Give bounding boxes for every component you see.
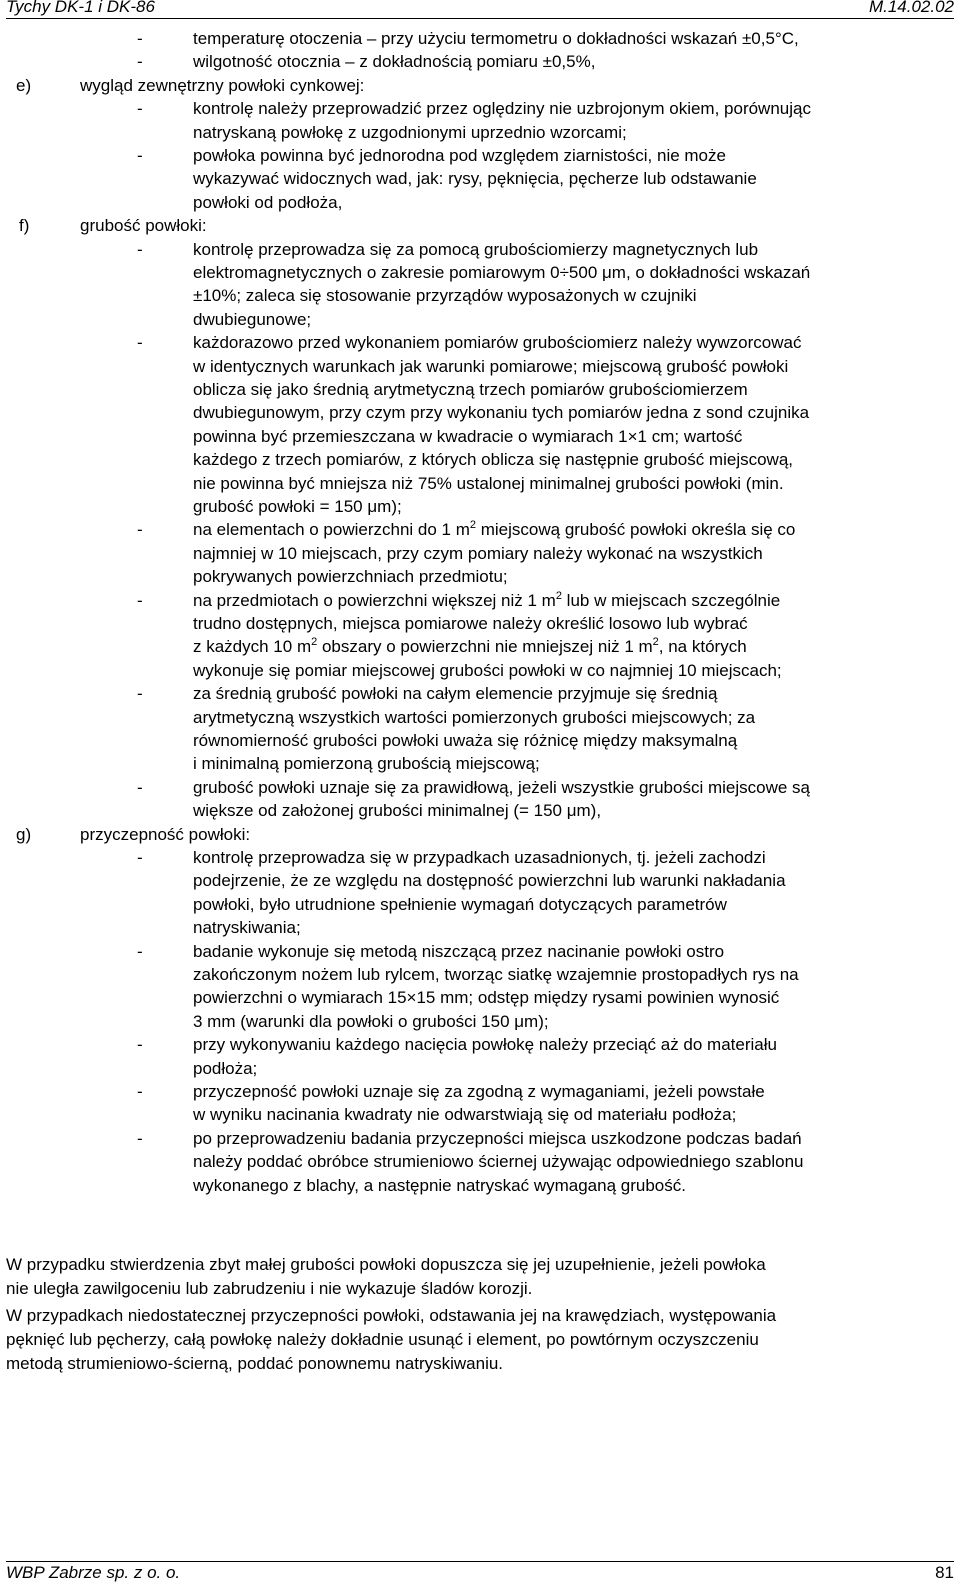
text-line: przy wykonywaniu każdego nacięcia powłokę należy przeciąć aż do materiału: [193, 1035, 777, 1055]
text-line: kontrolę przeprowadza się w przypadkach uzasadnionych, tj. jeżeli zachodzi: [193, 848, 766, 867]
list-bullet: -: [137, 520, 143, 540]
list-bullet: -: [137, 1128, 143, 1148]
list-bullet: -: [137, 777, 143, 797]
text-line: po przeprowadzeniu badania przyczepności miejsca uszkodzone podczas badań: [193, 1128, 802, 1148]
list-bullet: -: [137, 590, 143, 610]
text-line: w identycznych warunkach jak warunki pomiarowe; miejscową grubość powłoki: [193, 356, 789, 376]
text-line: podłoża;: [193, 1058, 258, 1078]
list-bullet: -: [137, 239, 143, 259]
text-line: na przedmiotach o powierzchni większej niż 1 $m^2$ lub w miejscach szczególnie: [193, 589, 781, 610]
text-line: powłoki, było utrudnione spełnienie wymagań dotyczących parametrów: [193, 894, 727, 914]
list-bullet: -: [137, 941, 143, 961]
text-line: dwubiegunowym, przy czym przy wykonaniu tych pomiarów jedna z sond czujnika: [193, 403, 810, 423]
list-bullet: -: [137, 1035, 143, 1055]
text-line: grubość powłoki:: [80, 216, 207, 236]
paragraph-line: W przypadku stwierdzenia zbyt małej grubości powłoki dopuszcza się jej uzupełnienie, jeżeli powłoka: [6, 1255, 766, 1274]
text-line: grubość powłoki = 150 μm);: [193, 497, 402, 516]
text-line: i minimalną pomierzoną grubością miejscową;: [193, 754, 540, 774]
list-bullet: -: [137, 146, 143, 165]
text-line: 3 mm (warunki dla powłoki o grubości 150 μm);: [193, 1011, 549, 1031]
text-line: zakończonym nożem lub rylcem, tworząc siatkę wzajemnie prostopadłych rys na: [193, 965, 799, 984]
text-line: należy poddać obróbce strumieniowo ściernej używając odpowiedniego szablonu: [193, 1152, 804, 1172]
text-line: ±10%; zaleca się stosowanie przyrządów wyposażonych w czujniki: [193, 286, 697, 306]
text-line: przyczepność powłoki:: [80, 824, 251, 844]
text-line: kontrolę należy przeprowadzić przez oględziny nie uzbrojonym okiem, porównując: [193, 99, 811, 119]
section-marker: g): [16, 824, 32, 844]
paragraph-line: W przypadkach niedostatecznej przyczepności powłoki, odstawania jej na krawędziach, występowania: [6, 1306, 777, 1325]
text-line: natryskaną powłokę z uzgodnionymi uprzednio wzorcami;: [193, 122, 627, 142]
list-bullet: -: [137, 99, 143, 119]
text-line: oblicza się jako średnią arytmetyczną trzech pomiarów grubościomierzem: [193, 380, 748, 399]
list-bullet: -: [137, 684, 143, 704]
text-line: wykonanego z blachy, a następnie natryskać wymaganą grubość.: [193, 1175, 686, 1195]
list-bullet: -: [137, 848, 143, 867]
text-line: arytmetyczną wszystkich wartości pomierzonych grubości miejscowych; za: [193, 707, 756, 727]
text-line: w wyniku nacinania kwadraty nie odwarstwiają się od materiału podłoża;: [193, 1105, 737, 1125]
list-bullet: -: [137, 52, 143, 72]
footer-company: WBP Zabrze sp. z o. o.: [6, 1563, 181, 1582]
list-bullet: -: [137, 29, 143, 48]
page-number: 81: [935, 1563, 954, 1582]
text-line: wygląd zewnętrzny powłoki cynkowej:: [80, 75, 365, 95]
text-line: z każdych 10 $m^2$ obszary o powierzchni nie mniejszej niż 1 $m^2$, na których: [193, 636, 747, 657]
text-line: natryskiwania;: [193, 918, 301, 938]
list-bullet: -: [137, 333, 143, 353]
section-marker: f): [19, 216, 30, 236]
text-line: na elementach o powierzchni do 1 $m^2$ miejscową grubość powłoki określa się co: [193, 519, 796, 540]
text-line: dwubiegunowe;: [193, 309, 312, 329]
text-line: badanie wykonuje się metodą niszczącą przez nacinanie powłoki ostro: [193, 941, 725, 961]
text-line: powłoki od podłoża,: [193, 192, 343, 212]
text-line: kontrolę przeprowadza się za pomocą grubościomierzy magnetycznych lub: [193, 239, 759, 259]
header-code: M.14.02.02: [868, 0, 954, 16]
text-line: pokrywanych powierzchniach przedmiotu;: [193, 567, 508, 587]
list-bullet: -: [137, 1082, 143, 1101]
paragraph-line: metodą strumieniowo-ścierną, poddać ponownemu natryskiwaniu.: [6, 1354, 504, 1373]
text-line: nie powinna być mniejsza niż 75% ustalonej minimalnej grubości powłoki (min.: [193, 473, 784, 493]
section-marker: e): [16, 75, 32, 95]
text-line: powinna być przemieszczana w kwadracie o wymiarach 1×1 cm; wartość: [193, 426, 743, 446]
text-line: najmniej w 10 miejscach, przy czym pomiary należy wykonać na wszystkich: [193, 543, 763, 563]
text-line: wykonuje się pomiar miejscowej grubości powłoki w co najmniej 10 miejscach;: [193, 660, 782, 680]
text-line: większe od założonej grubości minimalnej (= 150 μm),: [193, 801, 602, 821]
text-line: za średnią grubość powłoki na całym elemencie przyjmuje się średnią: [193, 684, 718, 704]
paragraph-line: pęknięć lub pęcherzy, całą powłokę należy dokładnie usunąć i element, po powtórnym oczyszczeniu: [6, 1330, 759, 1349]
paragraph-line: nie uległa zawilgoceniu lub zabrudzeniu i nie wykazuje śladów korozji.: [6, 1279, 533, 1298]
text-line: grubość powłoki uznaje się za prawidłową, jeżeli wszystkie grubości miejscowe są: [193, 777, 810, 797]
header-title: Tychy DK-1 i DK-86: [6, 0, 155, 16]
text-line: temperaturę otoczenia – przy użyciu termometru o dokładności wskazań ±0,5°C,: [193, 29, 799, 48]
text-line: równomierność grubości powłoki uważa się różnicę między maksymalną: [193, 731, 738, 750]
text-line: każdorazowo przed wykonaniem pomiarów grubościomierz należy wywzorcować: [193, 333, 802, 353]
text-line: każdego z trzech pomiarów, z których oblicza się następnie grubość miejscową,: [193, 450, 794, 470]
text-line: powłoka powinna być jednorodna pod względem ziarnistości, nie może: [193, 146, 726, 165]
text-line: elektromagnetycznych o zakresie pomiarowym 0÷500 μm, o dokładności wskazań: [193, 263, 811, 282]
text-line: trudno dostępnych, miejsca pomiarowe należy określić losowo lub wybrać: [193, 614, 748, 633]
text-line: podejrzenie, że ze względu na dostępność powierzchni lub warunki nakładania: [193, 871, 786, 891]
text-line: wilgotność otocznia – z dokładnością pomiaru ±0,5%,: [193, 52, 596, 72]
page-footer: [6, 1561, 954, 1584]
text-line: przyczepność powłoki uznaje się za zgodną z wymaganiami, jeżeli powstałe: [193, 1082, 765, 1101]
text-line: wykazywać widocznych wad, jak: rysy, pęknięcia, pęcherze lub odstawanie: [193, 169, 757, 189]
page-header: [6, 0, 954, 19]
text-line: powierzchni o wymiarach 15×15 mm; odstęp między rysami powinien wynosić: [193, 988, 780, 1008]
